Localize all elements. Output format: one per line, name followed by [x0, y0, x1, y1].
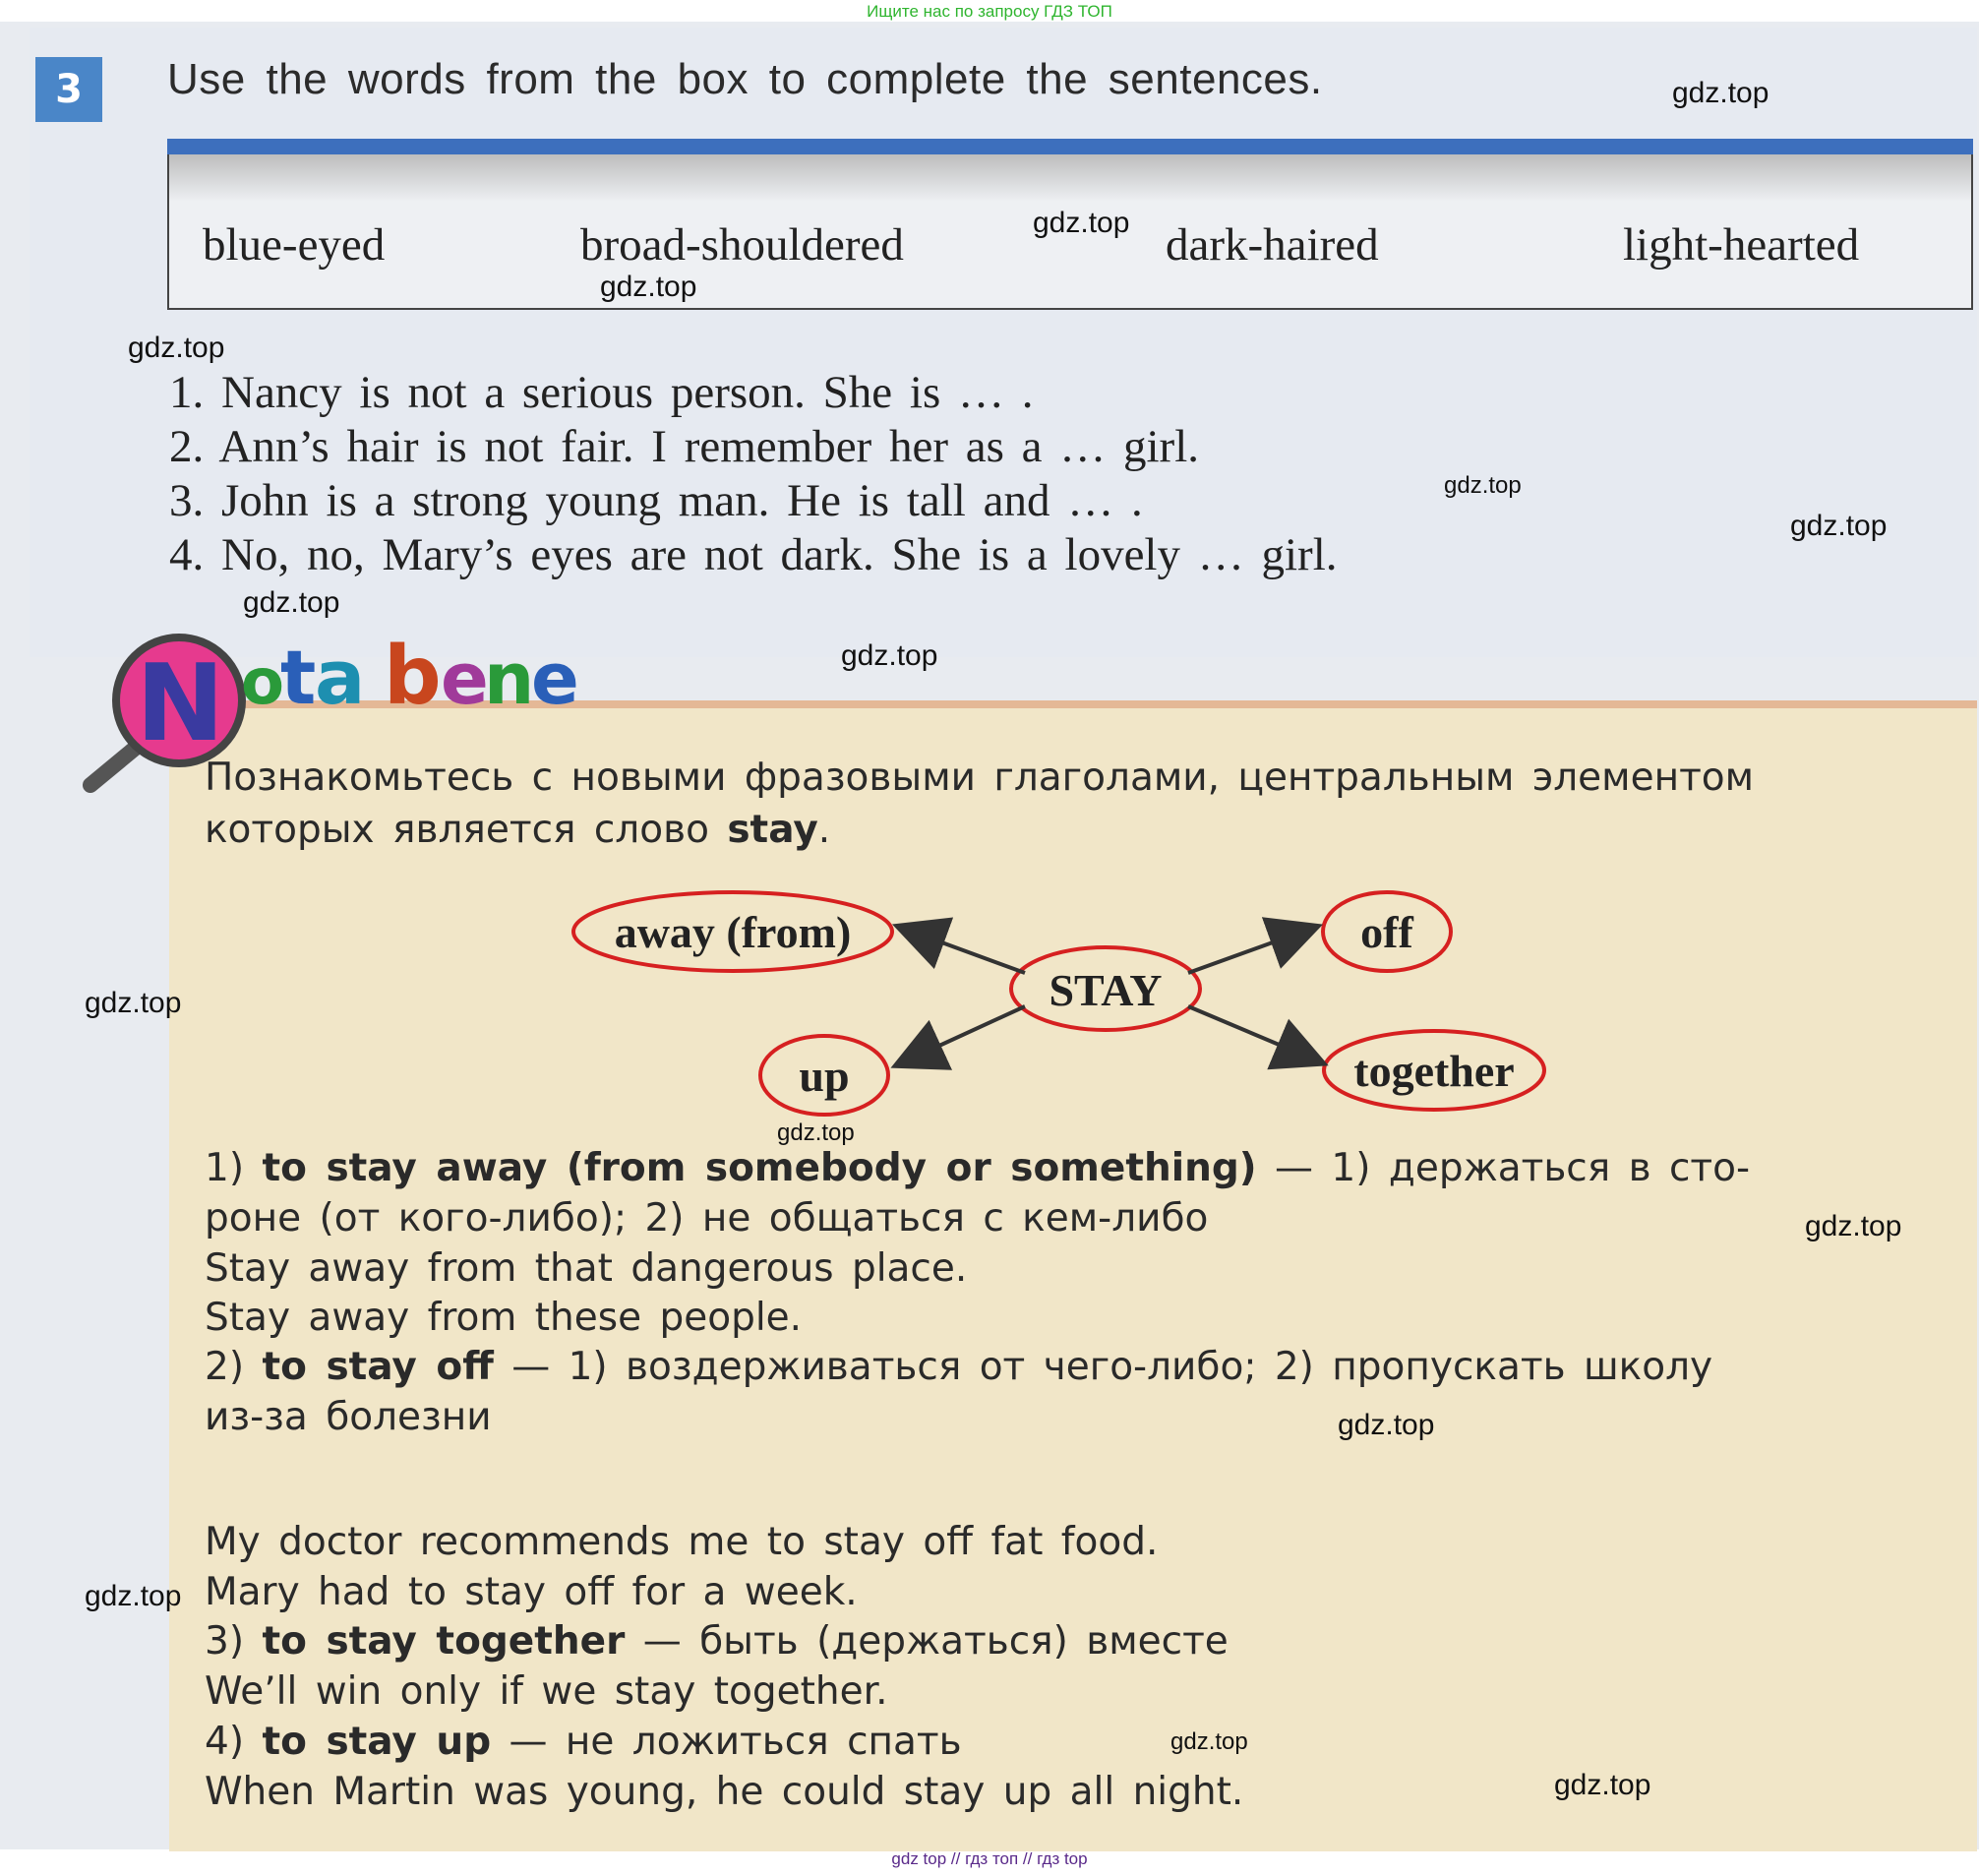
logo-letter-b: b	[384, 630, 442, 723]
keyword-stay: stay	[727, 808, 818, 852]
sentence-list	[169, 366, 1338, 582]
example-sentence: Stay away from these people.	[205, 1296, 803, 1340]
example-sentence: My doctor recommends me to stay off fat food.	[205, 1520, 1159, 1564]
diagram-arrow	[1188, 1006, 1314, 1059]
diagram-arrow	[905, 1006, 1025, 1061]
diagram-arrow	[907, 930, 1025, 973]
phrasal-verb: to stay away (from somebody or something)	[262, 1146, 1257, 1190]
sentence: 2. Ann’s hair is not fair. I remember her as a … girl.	[169, 421, 1199, 472]
sentence: 4. No, no, Mary’s eyes are not dark. She is a lovely … girl.	[169, 529, 1338, 580]
watermark: gdz.top	[600, 271, 697, 303]
nota-bene-intro: Познакомьтесь с новыми фразовыми глаголами, центральным элементом	[205, 756, 1755, 800]
example-sentence: Stay away from that dangerous place.	[205, 1246, 968, 1291]
example-sentence: When Martin was young, he could stay up all night.	[205, 1770, 1244, 1814]
logo-letter-n: N	[136, 642, 225, 765]
diagram-node-off: off	[1360, 907, 1413, 957]
logo-letter-t: t	[280, 634, 317, 721]
diagram-arrow	[1188, 930, 1308, 973]
top-banner: Ищите нас по запросу ГДЗ ТОП	[867, 2, 1112, 21]
phrasal-entry-cont: роне (от кого-либо); 2) не общаться с кем-либо	[205, 1196, 1209, 1241]
phrasal-entry-cont: из-за болезни	[205, 1395, 492, 1439]
word-box-shade	[169, 154, 1971, 202]
phrasal-entry: 1) to stay away (from somebody or something) — 1) держаться в сто-	[205, 1146, 1751, 1190]
watermark: gdz.top	[1444, 472, 1522, 499]
watermark: gdz.top	[841, 639, 938, 672]
word-box-top-bar	[167, 139, 1973, 154]
diagram-center-label: STAY	[1049, 965, 1163, 1015]
logo-letter-o: o	[241, 646, 284, 719]
logo-letter-n2: n	[484, 637, 535, 720]
logo-letter-a: a	[315, 634, 366, 721]
sentence: 3. John is a strong young man. He is tall and … .	[169, 475, 1143, 526]
logo-letter-e: e	[441, 637, 489, 720]
bottom-banner: gdz top // гдз топ // гдз top	[891, 1849, 1088, 1868]
word-box-item: broad-shouldered	[580, 219, 904, 271]
example-sentence: We’ll win only if we stay together.	[205, 1669, 888, 1714]
word-box-item: blue-eyed	[203, 219, 386, 271]
stay-diagram	[570, 871, 1574, 1126]
watermark: gdz.top	[243, 586, 340, 619]
watermark: gdz.top	[1790, 510, 1888, 542]
watermark: gdz.top	[1805, 1210, 1902, 1242]
logo-letter-e2: e	[531, 637, 579, 720]
nota-bene-intro: которых является слово stay.	[205, 808, 831, 852]
watermark: gdz.top	[777, 1120, 855, 1146]
diagram-node-away-from: away (from)	[614, 907, 852, 957]
exercise-instruction: Use the words from the box to complete the sentences.	[167, 55, 1323, 103]
sentence: 1. Nancy is not a serious person. She is … .	[169, 367, 1034, 418]
word-box-item: dark-haired	[1166, 219, 1379, 271]
watermark: gdz.top	[85, 1580, 182, 1612]
phrasal-verb: to stay up	[262, 1720, 492, 1764]
example-sentence: Mary had to stay off for a week.	[205, 1570, 858, 1614]
word-box-item: light-hearted	[1623, 219, 1860, 271]
watermark: gdz.top	[1033, 207, 1130, 239]
watermark: gdz.top	[85, 987, 182, 1019]
phrasal-entry: 4) to stay up — не ложиться спать	[205, 1720, 962, 1764]
phrasal-entry: 3) to stay together — быть (держаться) вместе	[205, 1619, 1229, 1664]
phrasal-verb: to stay together	[262, 1619, 626, 1664]
diagram-node-up: up	[799, 1051, 850, 1101]
watermark: gdz.top	[1338, 1409, 1435, 1441]
watermark: gdz.top	[1170, 1728, 1248, 1755]
phrasal-entry: 2) to stay off — 1) воздерживаться от чего-либо; 2) пропускать школу	[205, 1345, 1713, 1389]
exercise-number: 3	[35, 57, 102, 122]
watermark: gdz.top	[1554, 1769, 1651, 1801]
watermark: gdz.top	[128, 332, 225, 364]
diagram-node-together: together	[1353, 1046, 1515, 1096]
watermark: gdz.top	[1672, 77, 1769, 109]
phrasal-verb: to stay off	[262, 1345, 494, 1389]
